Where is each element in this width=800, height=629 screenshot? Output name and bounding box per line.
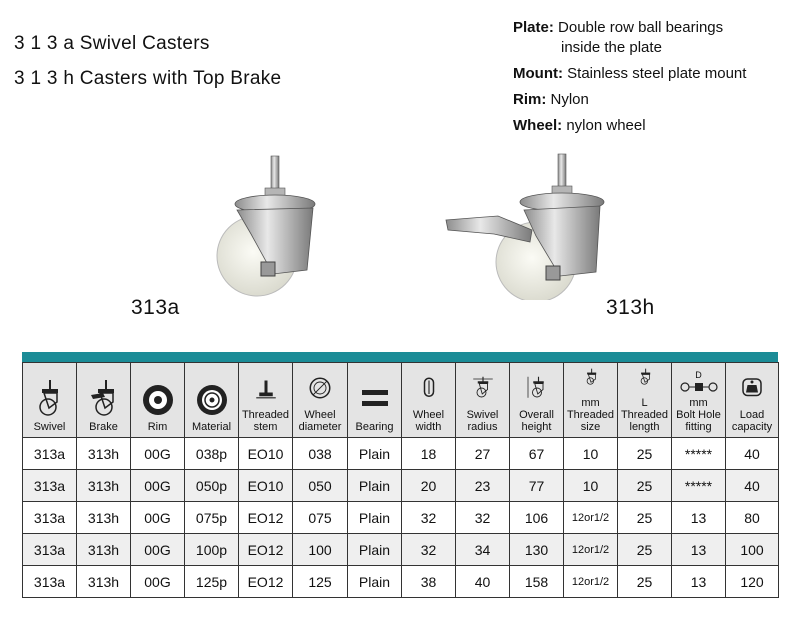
table-row: [23, 534, 779, 566]
col-threaded-stem-label-2: stem: [253, 421, 278, 433]
col-threaded-size-label-2: size: [580, 421, 601, 433]
col-overall-height-label: [510, 409, 563, 437]
col-swivel-radius-label: [456, 409, 509, 437]
table-cell: 130: [510, 534, 564, 566]
col-threaded-length: [618, 363, 672, 438]
col-threaded-length-label-1: Threaded: [620, 409, 669, 421]
table-row: [23, 470, 779, 502]
col-wheel-width: [402, 363, 456, 438]
table-cell: 313a: [23, 438, 77, 470]
col-swivel-radius-label-1: Swivel: [466, 409, 499, 421]
col-load-capacity-label: [726, 409, 778, 437]
table-cell: 13: [672, 502, 726, 534]
table-cell: 313h: [77, 566, 131, 598]
threaded-stem-icon: [249, 376, 283, 406]
col-threaded-size: [564, 363, 618, 438]
table-row: [23, 502, 779, 534]
table-cell: 106: [510, 502, 564, 534]
table-cell: 10: [564, 470, 618, 502]
swivel-radius-icon: [466, 376, 500, 406]
col-material: [185, 363, 239, 438]
col-wheel-width-label-2: width: [415, 421, 442, 433]
col-overall-height-label-2: height: [521, 421, 552, 433]
table-cell: 67: [510, 438, 564, 470]
table-cell: 32: [456, 502, 510, 534]
col-wheel-diameter: [293, 363, 348, 438]
col-threaded-size-label-1: Threaded: [566, 409, 615, 421]
table-cell: 050: [293, 470, 348, 502]
table-cell: 313a: [23, 470, 77, 502]
table-cell: 313h: [77, 502, 131, 534]
caster-313h-image: [440, 150, 610, 300]
table-cell: 038: [293, 438, 348, 470]
table-cell: 25: [618, 438, 672, 470]
col-wheel-width-label-1: Wheel: [412, 409, 445, 421]
col-bolt-hole-label-1: Bolt Hole: [676, 409, 721, 421]
table-cell: *****: [672, 438, 726, 470]
bearing-icon: [358, 378, 392, 418]
spec-mount-value: Stainless steel plate mount: [567, 65, 747, 82]
table-cell: 23: [456, 470, 510, 502]
col-bolt-hole: [672, 363, 726, 438]
threaded-size-icon: [574, 368, 608, 394]
table-cell: 050p: [185, 470, 239, 502]
table-cell: 25: [618, 502, 672, 534]
table-cell: 77: [510, 470, 564, 502]
table-cell: 00G: [131, 566, 185, 598]
col-brake: [77, 363, 131, 438]
col-threaded-stem-label-1: Threaded: [241, 409, 290, 421]
table-cell: 40: [726, 438, 779, 470]
table-cell: 313a: [23, 534, 77, 566]
title-swivel-casters: 3 1 3 a Swivel Casters: [14, 33, 210, 54]
col-wheel-width-label: [402, 409, 455, 437]
table-cell: 158: [510, 566, 564, 598]
col-threaded-size-label: [564, 397, 617, 437]
spec-wheel: [513, 116, 646, 136]
col-wheel-diameter-label: [293, 409, 347, 437]
label-313a: 313a: [131, 296, 180, 319]
spec-plate-key: Plate:: [513, 19, 554, 36]
bolt-hole-icon: [679, 380, 719, 394]
col-bearing: [348, 363, 402, 438]
table-cell: 075: [293, 502, 348, 534]
table-body: [23, 438, 779, 598]
table-cell: 313a: [23, 566, 77, 598]
col-brake-label: Brake: [89, 421, 118, 433]
col-material-label: Material: [191, 421, 232, 433]
table-row: [23, 566, 779, 598]
col-threaded-stem-label: [239, 409, 292, 437]
table-cell: 38: [402, 566, 456, 598]
table-header-bar: [22, 352, 778, 362]
label-313h: 313h: [606, 296, 655, 319]
table-cell: 125p: [185, 566, 239, 598]
table-cell: 40: [456, 566, 510, 598]
col-load-capacity-label-1: Load: [739, 409, 765, 421]
table-cell: 18: [402, 438, 456, 470]
spec-mount: [513, 64, 746, 84]
table-cell: 313h: [77, 534, 131, 566]
col-bolt-hole-top: D: [695, 370, 702, 380]
table-cell: 12or1/2: [564, 502, 618, 534]
spec-plate-value-2: inside the plate: [561, 39, 662, 56]
table-cell: 100: [726, 534, 779, 566]
spec-wheel-value: nylon wheel: [566, 117, 646, 134]
table-cell: 25: [618, 566, 672, 598]
col-swivel: [23, 363, 77, 438]
col-swivel-label: Swivel: [33, 421, 66, 433]
col-bolt-hole-label-2: fitting: [685, 421, 712, 433]
table-cell: EO10: [239, 438, 293, 470]
col-rim-label: Rim: [147, 421, 168, 433]
table-cell: Plain: [348, 534, 402, 566]
col-bolt-hole-unit: mm: [689, 397, 708, 409]
table-cell: 100p: [185, 534, 239, 566]
table-cell: 40: [726, 470, 779, 502]
col-threaded-length-label: [618, 397, 671, 437]
table-cell: Plain: [348, 438, 402, 470]
table-cell: 32: [402, 502, 456, 534]
swivel-caster-icon: [35, 378, 65, 418]
table-cell: 12or1/2: [564, 534, 618, 566]
table-cell: EO12: [239, 534, 293, 566]
table-row: [23, 438, 779, 470]
load-capacity-icon: [735, 376, 769, 406]
brake-caster-icon: [89, 378, 119, 418]
table-cell: 075p: [185, 502, 239, 534]
table-cell: 313h: [77, 438, 131, 470]
table-cell: 120: [726, 566, 779, 598]
col-overall-height: [510, 363, 564, 438]
table-header-row: [23, 363, 779, 438]
spec-rim: [513, 90, 589, 110]
col-bolt-hole-label: [672, 397, 725, 437]
table-cell: 12or1/2: [564, 566, 618, 598]
col-threaded-size-unit: mm: [581, 397, 600, 409]
threaded-length-icon: [628, 368, 662, 394]
material-icon: [195, 378, 229, 418]
col-bearing-label: Bearing: [355, 421, 394, 433]
col-threaded-length-label-2: length: [629, 421, 660, 433]
col-swivel-radius: [456, 363, 510, 438]
table-cell: 13: [672, 566, 726, 598]
col-overall-height-label-1: Overall: [519, 409, 554, 421]
table-cell: 00G: [131, 438, 185, 470]
col-threaded-stem: [239, 363, 293, 438]
table-cell: Plain: [348, 502, 402, 534]
spec-rim-value: Nylon: [550, 91, 589, 108]
table-cell: 313h: [77, 470, 131, 502]
table-cell: 313a: [23, 502, 77, 534]
table-cell: Plain: [348, 470, 402, 502]
table-cell: 13: [672, 534, 726, 566]
col-swivel-radius-label-2: radius: [467, 421, 498, 433]
col-load-capacity-label-2: capacity: [731, 421, 773, 433]
table-cell: EO10: [239, 470, 293, 502]
spec-plate: [513, 18, 723, 38]
table-cell: 20: [402, 470, 456, 502]
table-cell: *****: [672, 470, 726, 502]
table-cell: 25: [618, 534, 672, 566]
wheel-diameter-icon: [303, 376, 337, 406]
table-cell: 125: [293, 566, 348, 598]
spec-mount-key: Mount:: [513, 65, 563, 82]
spec-rim-key: Rim:: [513, 91, 547, 108]
rim-icon: [141, 378, 175, 418]
col-load-capacity: [726, 363, 779, 438]
table-cell: 10: [564, 438, 618, 470]
table-cell: 34: [456, 534, 510, 566]
wheel-width-icon: [412, 376, 446, 406]
caster-313a-image: [195, 150, 335, 300]
col-threaded-length-unit: L: [641, 397, 648, 409]
col-wheel-diameter-label-2: diameter: [298, 421, 342, 433]
table-cell: 00G: [131, 470, 185, 502]
table-cell: EO12: [239, 502, 293, 534]
table-cell: 80: [726, 502, 779, 534]
table-cell: 038p: [185, 438, 239, 470]
title-top-brake-casters: 3 1 3 h Casters with Top Brake: [14, 68, 282, 89]
table-cell: Plain: [348, 566, 402, 598]
table-cell: 27: [456, 438, 510, 470]
spec-wheel-key: Wheel:: [513, 117, 563, 134]
spec-table: [22, 362, 779, 598]
overall-height-icon: [520, 376, 554, 406]
col-wheel-diameter-label-1: Wheel: [304, 409, 336, 421]
table-cell: 00G: [131, 534, 185, 566]
table-cell: 100: [293, 534, 348, 566]
table-cell: 25: [618, 470, 672, 502]
table-cell: 00G: [131, 502, 185, 534]
spec-plate-value: Double row ball bearings: [558, 19, 724, 36]
table-cell: EO12: [239, 566, 293, 598]
col-rim: [131, 363, 185, 438]
table-cell: 32: [402, 534, 456, 566]
